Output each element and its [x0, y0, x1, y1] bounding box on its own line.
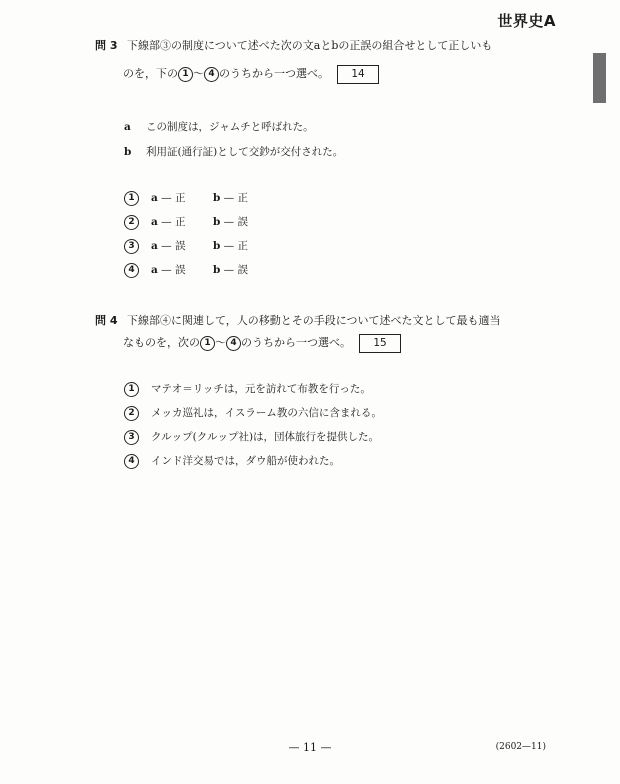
circled-number-icon: 1 — [124, 191, 139, 206]
circled-number-icon: 3 — [124, 430, 139, 445]
circled-number-icon: 4 — [124, 263, 139, 278]
instruction-pre: なものを，次の — [123, 336, 200, 349]
option-b-label: b — [213, 240, 221, 252]
statement-text: この制度は，ジャムチと呼ばれた。 — [146, 121, 314, 133]
circled-number-icon: 1 — [124, 382, 139, 397]
statement-text: 利用証(通行証)として交鈔が交付された。 — [146, 146, 344, 158]
option-a-label: a — [151, 240, 158, 252]
option-b-label: b — [213, 264, 221, 276]
instruction-post: のうちから一つ選べ。 — [241, 336, 351, 349]
q3-option-3[interactable]: 3 a — 誤 b — 正 — [124, 238, 275, 254]
answer-box-15[interactable]: 15 — [359, 334, 401, 353]
question-3-line1: 下線部③の制度について述べた次の文aとbの正誤の組合せとして正しいも — [126, 39, 493, 52]
q3-option-2[interactable]: 2 a — 正 b — 誤 — [124, 214, 275, 230]
statement-a — [124, 119, 314, 135]
option-b-value: 誤 — [237, 216, 249, 228]
q4-option-3[interactable] — [124, 429, 379, 445]
question-4-label: 問 4 — [95, 314, 118, 327]
q3-option-4[interactable]: 4 a — 誤 b — 誤 — [124, 262, 275, 278]
range-separator: ～ — [215, 336, 226, 349]
statement-letter: a — [124, 121, 131, 133]
range-separator: ～ — [193, 67, 204, 80]
question-3-instruction — [123, 64, 563, 84]
q4-option-1[interactable] — [124, 381, 371, 397]
question-4-text — [95, 311, 565, 331]
circled-number-icon: 4 — [226, 336, 241, 351]
option-a-label: a — [151, 192, 158, 204]
option-a-value: 正 — [175, 216, 186, 228]
option-text: クルップ(クルップ社)は，団体旅行を提供した。 — [151, 431, 380, 443]
circled-number-icon: 2 — [124, 215, 139, 230]
option-text: マテオ＝リッチは，元を訪れて布教を行った。 — [151, 383, 371, 395]
exam-code: (2602—11) — [495, 742, 546, 752]
question-4-instruction — [123, 333, 563, 353]
option-b-value: 正 — [237, 192, 249, 204]
answer-box-14[interactable]: 14 — [337, 65, 379, 84]
question-4-line1: 下線部④に関連して，人の移動とその手段について述べた文として最も適当 — [126, 314, 501, 327]
option-a-label: a — [151, 264, 158, 276]
option-b-value: 正 — [237, 240, 249, 252]
option-a-value: 誤 — [175, 240, 186, 252]
q4-option-2[interactable] — [124, 405, 382, 421]
subject-header: 世界史A — [497, 12, 556, 30]
option-a-value: 誤 — [175, 264, 186, 276]
circled-number-icon: 2 — [124, 406, 139, 421]
circled-number-icon: 1 — [178, 67, 193, 82]
circled-number-icon: 4 — [204, 67, 219, 82]
page-number: — 11 — — [288, 741, 332, 754]
circled-number-icon: 1 — [200, 336, 215, 351]
statement-b — [124, 144, 343, 160]
q4-option-4[interactable] — [124, 453, 340, 469]
option-b-label: b — [213, 192, 221, 204]
circled-number-icon: 4 — [124, 454, 139, 469]
circled-number-icon: 3 — [124, 239, 139, 254]
statement-letter: b — [124, 146, 132, 158]
question-3-label: 問 3 — [95, 39, 118, 52]
option-text: インド洋交易では，ダウ船が使われた。 — [151, 455, 340, 467]
option-b-label: b — [213, 216, 221, 228]
instruction-pre: のを，下の — [123, 67, 178, 80]
option-b-value: 誤 — [237, 264, 249, 276]
option-a-value: 正 — [175, 192, 186, 204]
side-index-tab — [593, 53, 606, 103]
q3-option-1[interactable]: 1 a — 正 b — 正 — [124, 190, 275, 206]
option-text: メッカ巡礼は，イスラーム教の六信に含まれる。 — [151, 407, 382, 419]
instruction-post: のうちから一つ選べ。 — [219, 67, 329, 80]
option-a-label: a — [151, 216, 158, 228]
question-3-text — [95, 36, 565, 56]
